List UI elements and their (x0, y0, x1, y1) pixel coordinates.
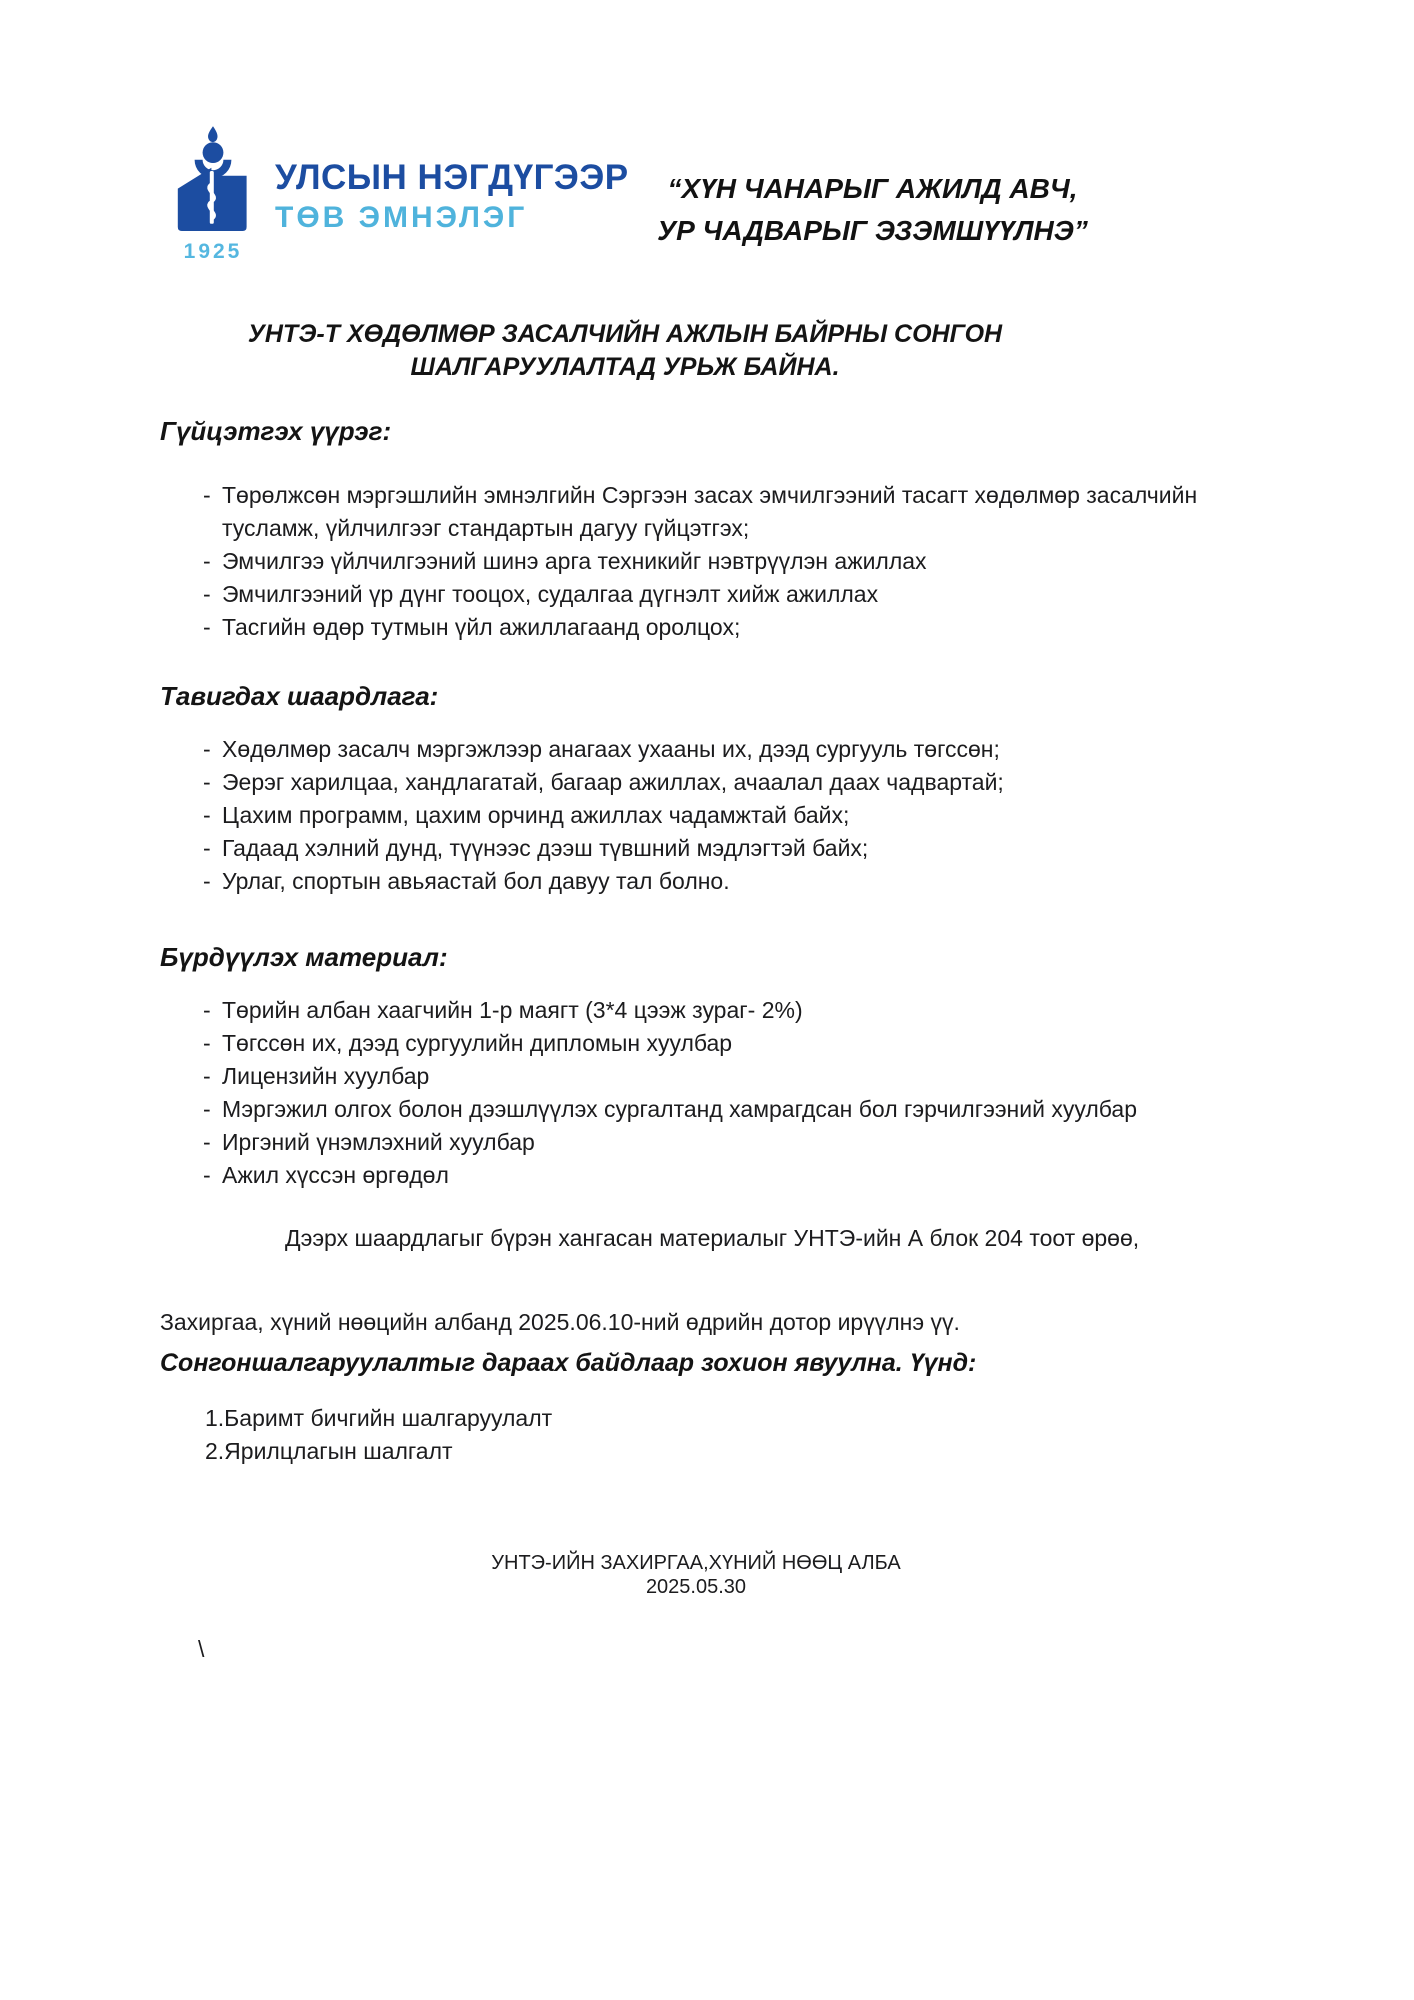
bullet-dash: - (203, 997, 211, 1023)
bullet-dash: - (203, 835, 211, 861)
submission-paragraph-line-1: Дээрх шаардлагыг бүрэн хангасан материалыг УНТЭ-ийн А блок 204 тоот өрөө, (285, 1225, 1140, 1251)
slogan (565, 168, 1180, 252)
logo-year: 1925 (183, 240, 243, 263)
list-item-text: Эерэг харилцаа, хандлагатай, багаар ажиллах, ачаалал даах чадвартай; (222, 769, 1004, 795)
list-item-text: Цахим программ, цахим орчинд ажиллах чадамжтай байх; (222, 802, 850, 828)
requirements-list (160, 733, 1264, 898)
list-item-text: Иргэний үнэмлэхний хуулбар (222, 1129, 535, 1155)
bullet-dash: - (203, 482, 211, 508)
bullet-dash: - (203, 736, 211, 762)
list-item-text: Төрөлжсөн мэргэшлийн эмнэлгийн Сэргээн засах эмчилгээний тасагт хөдөлмөр засалчийн тусламж, үйлчилгээг стандартын дагуу гүйцэтгэх; (222, 482, 1198, 541)
list-item-text: Ажил хүссэн өргөдөл (222, 1162, 449, 1188)
logo-mark-column (163, 126, 263, 264)
bullet-dash: - (203, 1030, 211, 1056)
list-item-text: Лицензийн хуулбар (222, 1063, 430, 1089)
hospital-logo (163, 126, 629, 264)
bullet-dash: - (203, 1096, 211, 1122)
section-duties-heading: Гүйцэтгэх үүрэг: (160, 416, 392, 446)
bullet-dash: - (203, 1063, 211, 1089)
list-item (160, 799, 1264, 832)
bullet-dash: - (203, 581, 211, 607)
list-item (160, 611, 1264, 644)
hospital-name-secondary: ТӨВ ЭМНЭЛЭГ (275, 201, 528, 234)
stray-backslash: \ (198, 1636, 205, 1662)
document-title-line-1: УНТЭ-Т ХӨДӨЛМӨР ЗАСАЛЧИЙН АЖЛЫН БАЙРНЫ СОНГОН (247, 320, 1003, 348)
list-item (160, 766, 1264, 799)
list-item (160, 733, 1264, 766)
selection-step: 1.Баримт бичгийн шалгаруулалт (205, 1405, 553, 1431)
list-item (160, 578, 1264, 611)
document-title (160, 318, 1090, 384)
list-item (160, 1027, 1264, 1060)
selection-process-heading: Сонгоншалгаруулалтыг дараах байдлаар зохион явуулна. Үүнд: (160, 1349, 977, 1377)
section-materials-heading: Бүрдүүлэх материал: (160, 942, 448, 972)
list-item-text: Тасгийн өдөр тутмын үйл ажиллагаанд оролцох; (222, 614, 741, 640)
selection-step: 2.Ярилцлагын шалгалт (205, 1438, 453, 1464)
list-item-text: Эмчилгээний үр дүнг тооцох, судалгаа дүгнэлт хийж ажиллах (222, 581, 879, 607)
bullet-dash: - (203, 1129, 211, 1155)
selection-steps (205, 1402, 552, 1468)
list-item-text: Эмчилгээ үйлчилгээний шинэ арга техникийг нэвтрүүлэн ажиллах (222, 548, 927, 574)
bullet-dash: - (203, 868, 211, 894)
footer-signature-block (160, 1551, 1232, 1599)
list-item-text: Мэргэжил олгох болон дээшлүүлэх сургалтанд хамрагдсан бол гэрчилгээний хуулбар (222, 1096, 1137, 1122)
list-item-text: Төрийн албан хаагчийн 1-р маягт (3*4 цээж зураг- 2%) (222, 997, 803, 1023)
bullet-dash: - (203, 1162, 211, 1188)
submission-paragraph-line-2: Захиргаа, хүний нөөцийн албанд 2025.06.10-ний өдрийн дотор ирүүлнэ үү. (160, 1309, 960, 1335)
bullet-dash: - (203, 769, 211, 795)
list-item-text: Урлаг, спортын авьяастай бол давуу тал болно. (222, 868, 730, 894)
list-item (160, 1126, 1264, 1159)
section-requirements-heading: Тавигдах шаардлага: (160, 681, 439, 711)
bullet-dash: - (203, 802, 211, 828)
list-item-text: Төгссөн их, дээд сургуулийн дипломын хуулбар (222, 1030, 733, 1056)
list-item (160, 832, 1264, 865)
list-item (160, 865, 1264, 898)
footer-signature: УНТЭ-ИЙН ЗАХИРГАА,ХҮНИЙ НӨӨЦ АЛБА (491, 1552, 901, 1574)
footer-date: 2025.05.30 (645, 1576, 747, 1598)
list-item (160, 479, 1264, 545)
hospital-emblem-icon (165, 126, 261, 237)
slogan-line-1: “ХҮН ЧАНАРЫГ АЖИЛД АВЧ, (667, 173, 1078, 204)
materials-list (160, 994, 1264, 1192)
slogan-line-2: УР ЧАДВАРЫГ ЭЗЭМШҮҮЛНЭ” (657, 215, 1088, 246)
document-title-line-2: ШАЛГАРУУЛАЛТАД УРЬЖ БАЙНА. (410, 353, 840, 381)
list-item (160, 994, 1264, 1027)
list-item (160, 1060, 1264, 1093)
duties-list (160, 479, 1264, 644)
bullet-dash: - (203, 548, 211, 574)
hospital-name-primary: УЛСЫН НЭГДҮГЭЭР (275, 158, 629, 197)
list-item (160, 545, 1264, 578)
list-item (160, 1093, 1264, 1126)
list-item-text: Гадаад хэлний дунд, түүнээс дээш түвшний мэдлэгтэй байх; (222, 835, 869, 861)
list-item-text: Хөдөлмөр засалч мэргэжлээр анагаах ухааны их, дээд сургууль төгссөн; (222, 736, 1000, 762)
bullet-dash: - (203, 614, 211, 640)
list-item (160, 1159, 1264, 1192)
